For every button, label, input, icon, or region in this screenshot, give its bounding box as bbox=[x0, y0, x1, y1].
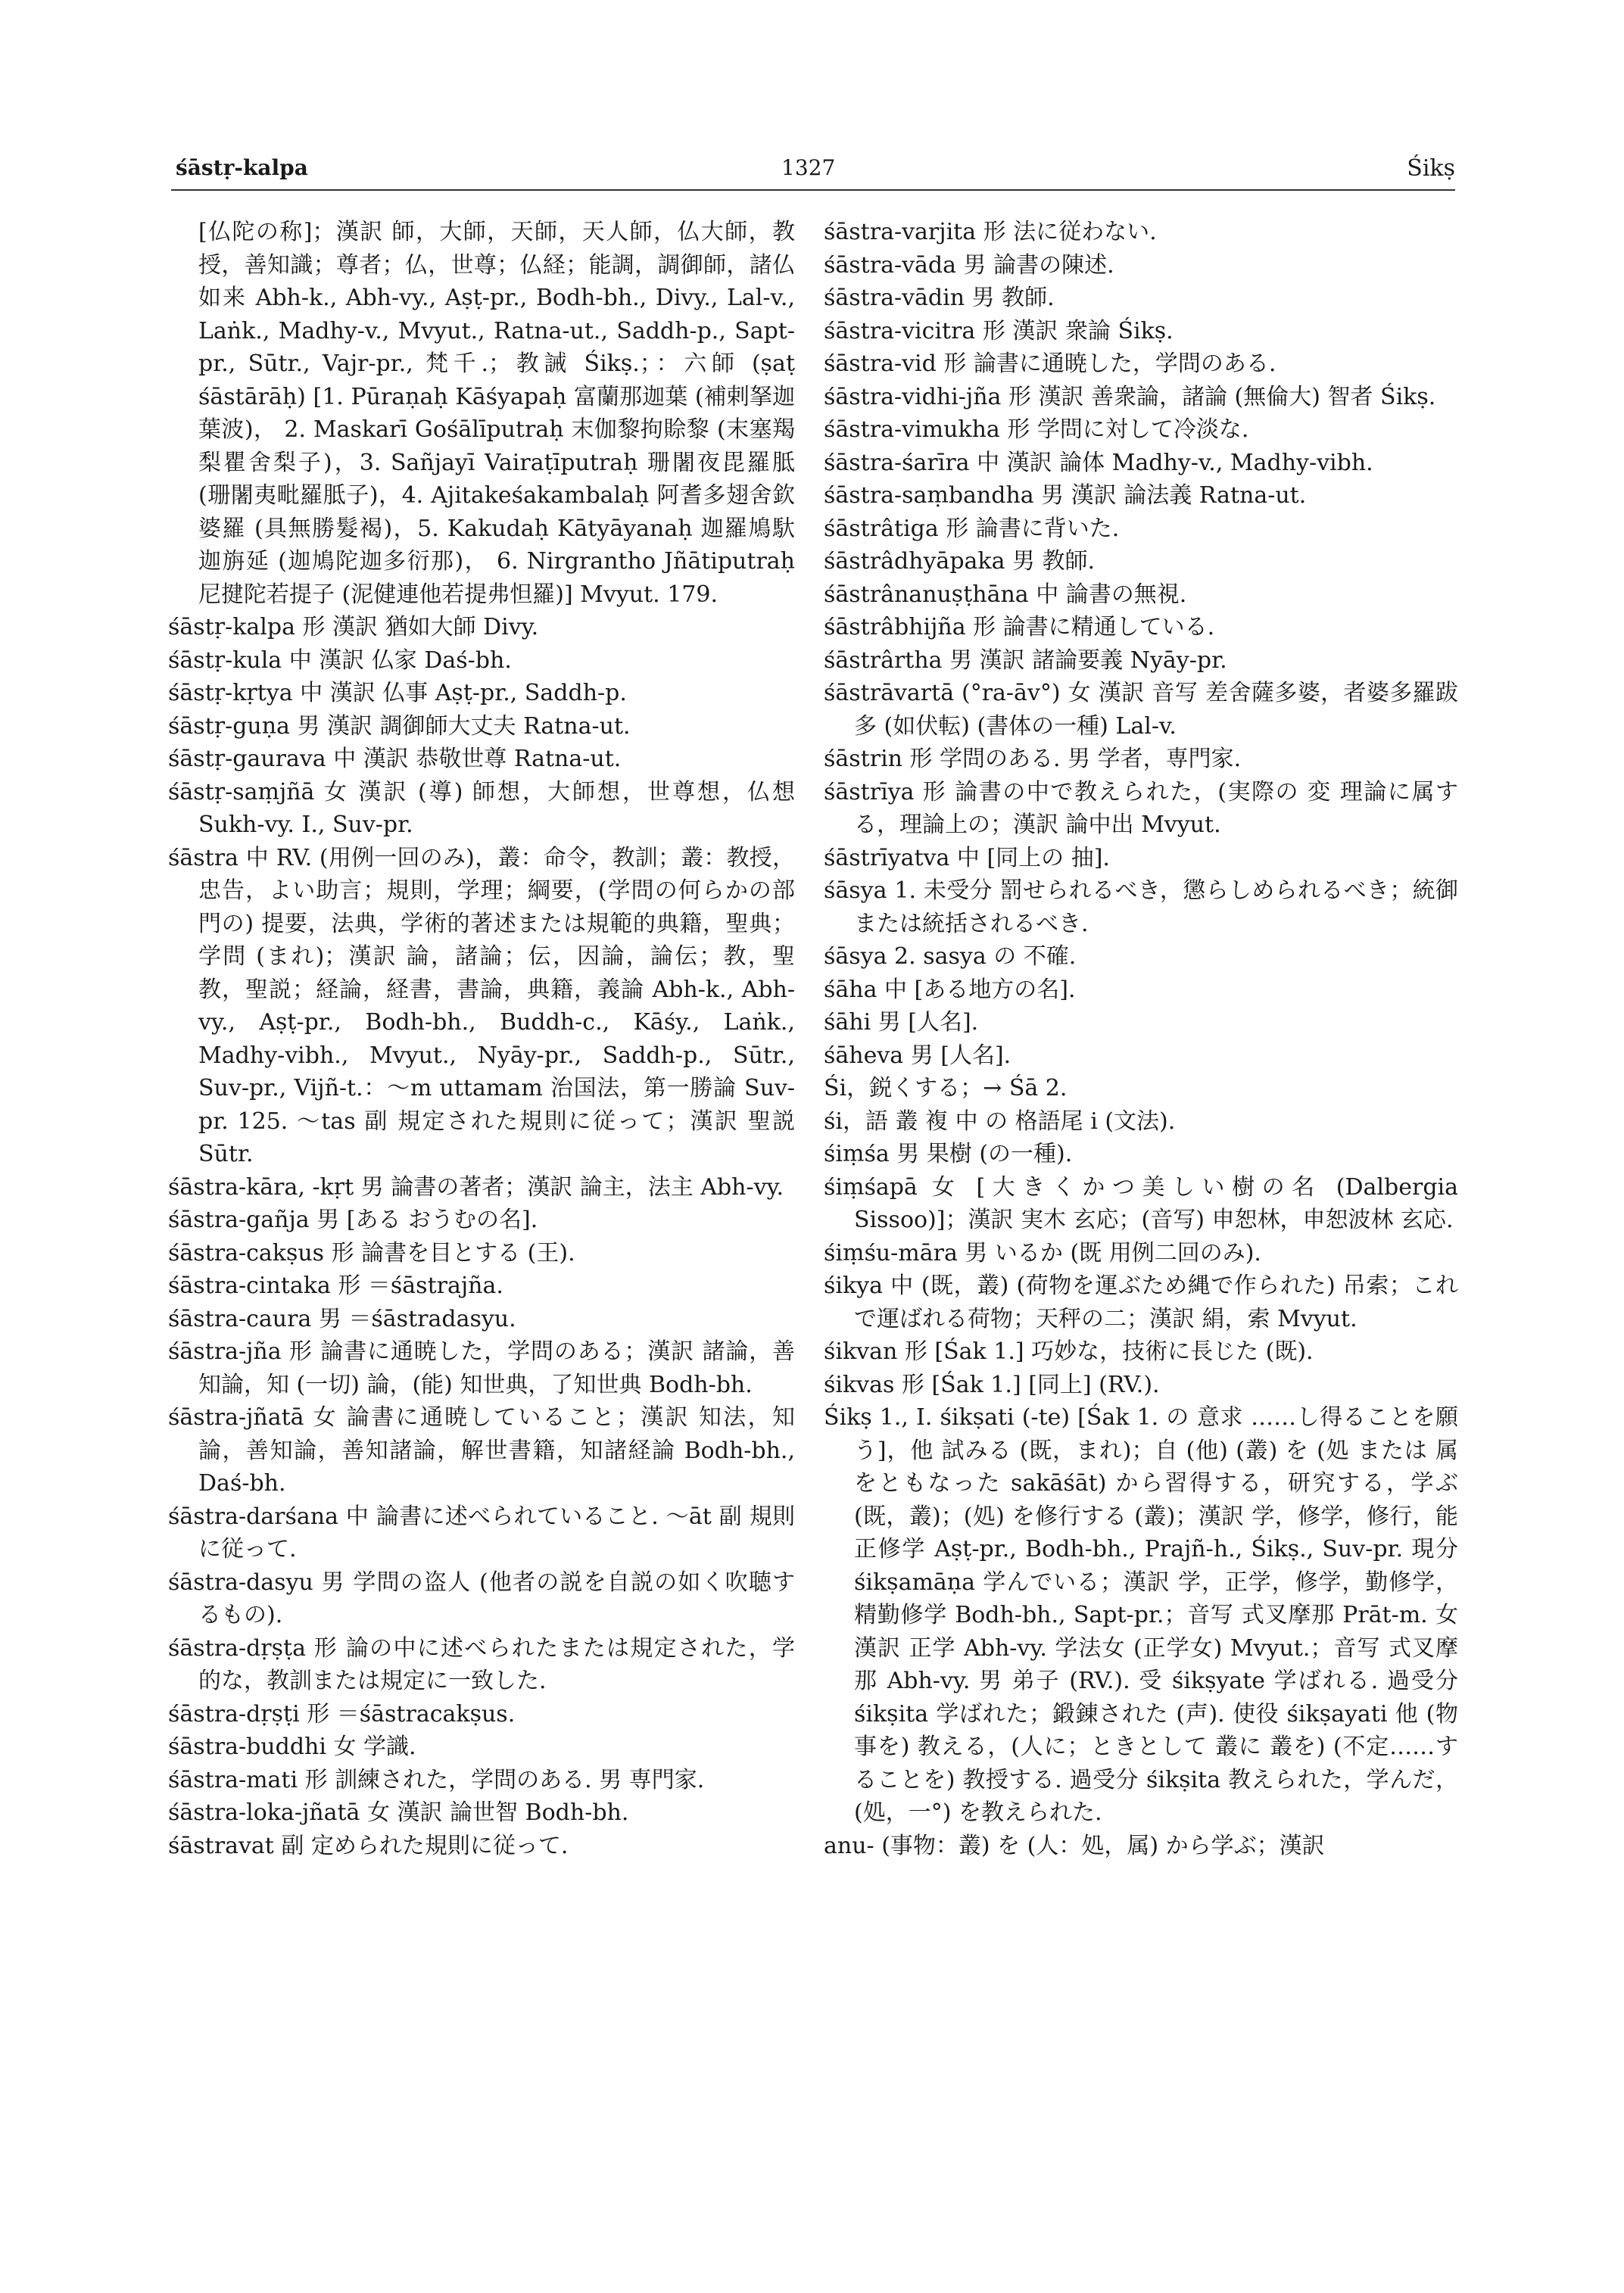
dictionary-entry: śāheva 男 [人名]. bbox=[824, 1042, 1011, 1069]
dictionary-entry: śāstṛ-saṃjñā 女 漢訳 (導) 師想，大師想，世尊想，仏想 Sukh-vy. I., Suv-pr. bbox=[168, 778, 795, 838]
dictionary-entry: śāstra-jñatā 女 論書に通暁していること；漢訳 知法，知論，善知論，善知諸論，解世書籍，知諸経論 Bodh-bh., Daś-bh. bbox=[168, 1404, 795, 1497]
left-column bbox=[168, 216, 795, 1862]
header-rule bbox=[171, 189, 1455, 191]
header-right-headword: Śikṣ bbox=[1407, 155, 1455, 182]
right-column bbox=[824, 216, 1458, 1862]
dictionary-entry: śāstrīya 形 論書の中で教えられた，(実際の 変 理論に属する，理論上の；漢訳 論中出 Mvyut. bbox=[824, 778, 1458, 838]
dictionary-entry: śāstrāvartā (°ra-āv°) 女 漢訳 音写 差舍薩多婆，者婆多羅跋多 (如伏転) (書体の一種) Lal-v. bbox=[824, 680, 1458, 740]
dictionary-entry: [仏陀の称]；漢訳 師，大師，天師，天人師，仏大師，教授，善知識；尊者；仏，世尊；仏経；能調，調御師，諸仏如来 Abh-k., Abh-vy., Aṣṭ-pr., Bodh-bh., Divy., Lal-v., Laṅk., Madhy-v., Mvyut., Ratna-ut., Saddh-p., Sapt-pr., Sūtr., Vajr-pr., 梵千.；教誡 Śikṣ.；：六師 (ṣaṭ śāstārāḥ) [1. Pūraṇaḥ Kāśyapaḥ 富蘭那迦葉 (補剌拏迦葉波)， 2. Maskarī Gośālīputraḥ 末伽黎拘賒黎 (末塞羯梨瞿舍梨子)，3. Sañjayī Vairaṭīputraḥ 珊闍夜毘羅胝 (珊闍夷毗羅胝子)，4. Ajitakeśakambalaḥ 阿耆多翅舍欽婆羅 (具無勝髮褐)，5. Kakudaḥ Kātyāyanaḥ 迦羅鳩馱迦旃延 (迦鳩陀迦多衍那)， 6. Nirgrantho Jñātiputraḥ 尼揵陀若提子 (泥健連他若提弗怛羅)] Mvyut. 179. bbox=[198, 219, 795, 608]
dictionary-entry: śāstra-caura 男 ＝śāstradasyu. bbox=[168, 1305, 516, 1332]
dictionary-entry: śāstravat 副 定められた規則に従って. bbox=[168, 1832, 569, 1859]
dictionary-entry: Śi，鋭くする；→ Śā 2. bbox=[824, 1075, 1068, 1101]
page-number: 1327 bbox=[781, 155, 836, 180]
dictionary-entry: śāstra-vidhi-jña 形 漢訳 善衆論，諸論 (無倫大) 智者 Śikṣ. bbox=[824, 383, 1436, 410]
dictionary-entry: śāstra-cakṣus 形 論書を目とする (王). bbox=[168, 1239, 575, 1266]
dictionary-entry: śāsya 1. 未受分 罰せられるべき，懲らしめられるべき；統御または統括されるべき. bbox=[824, 877, 1458, 937]
dictionary-entry: śāstra-buddhi 女 学識. bbox=[168, 1734, 416, 1760]
dictionary-entry: śikya 中 (既，叢) (荷物を運ぶため縄で作られた) 吊索；これで運ばれる荷物；天秤の二；漢訳 絹，索 Mvyut. bbox=[824, 1273, 1458, 1332]
dictionary-entry: śāstrânanuṣṭhāna 中 論書の無視. bbox=[824, 581, 1187, 608]
dictionary-entry: śiṃśapā 女 [大きくかつ美しい樹の名 (Dalbergia Sissoo)]；漢訳 実木 玄応；(音写) 申恕林，申恕波林 玄応. bbox=[824, 1173, 1458, 1233]
header-left-headword: śāstṛ-kalpa bbox=[176, 155, 308, 180]
dictionary-entry: śāsya 2. sasya の 不確. bbox=[824, 943, 1077, 970]
dictionary-entry: śāstra-jña 形 論書に通暁した，学問のある；漢訳 諸論，善知論，知 (一切) 論，(能) 知世典，了知世典 Bodh-bh. bbox=[168, 1338, 795, 1398]
dictionary-entry: śāstra-mati 形 訓練された，学問のある. 男 専門家. bbox=[168, 1766, 705, 1793]
dictionary-entry: śiṃśu-māra 男 いるか (既 用例二回のみ). bbox=[824, 1239, 1261, 1266]
dictionary-entry: śāstra-vicitra 形 漢訳 衆論 Śikṣ. bbox=[824, 317, 1174, 344]
dictionary-entry: śāstrīyatva 中 [同上の 抽]. bbox=[824, 844, 1110, 871]
dictionary-entry: śāstra-dṛṣṭi 形 ＝śāstracakṣus. bbox=[168, 1700, 516, 1728]
dictionary-entry: śāstṛ-kalpa 形 漢訳 猶如大師 Divy. bbox=[168, 614, 539, 640]
dictionary-entry: śāha 中 [ある地方の名]. bbox=[824, 976, 1076, 1003]
dictionary-entry: śāstra-varjita 形 法に従わない. bbox=[824, 219, 1157, 245]
dictionary-entry: śāstrârtha 男 漢訳 諸論要義 Nyāy-pr. bbox=[824, 646, 1227, 674]
dictionary-entry: Śikṣ 1., I. śikṣati (-te) [Śak 1. の 意求 ……し得ることを願う]，他 試みる (既，まれ)；自 (他) (叢) を (処 または 属 をともなった sakāśāt) から習得する，研究する，学ぶ (既，叢)；(処) を修行する (叢)；漢訳 学，修学，修行，能正修学 Aṣṭ-pr., Bodh-bh., Prajñ-h., Śikṣ., Suv-pr. 現分 śikṣamāṇa 学んでいる；漢訳 学，正学，修学，勤修学，精勤修学 Bodh-bh., Sapt-pr.；音写 式叉摩那 Prāt-m. 女 漢訳 正学 Abh-vy. 学法女 (正学女) Mvyut.；音写 式叉摩那 Abh-vy. 男 弟子 (RV.). 受 śikṣyate 学ばれる. 過受分 śikṣita 学ばれた；鍛錬された (声). 使役 śikṣayati 他 (物事を) 教える，(人に；ときとして 叢に 叢を) (不定……することを) 教授する. 過受分 śikṣita 教えられた，学んだ，(処，一°) を教えられた. bbox=[824, 1404, 1458, 1826]
dictionary-entry: śāstra-loka-jñatā 女 漢訳 論世智 Bodh-bh. bbox=[168, 1799, 629, 1826]
dictionary-entry: śāstra-vādin 男 教師. bbox=[824, 285, 1055, 311]
dictionary-entry: śāstra-gañja 男 [ある おうむの名]. bbox=[168, 1207, 538, 1233]
dictionary-entry: śāstra-dṛṣṭa 形 論の中に述べられたまたは規定された，学的な，教訓または規定に一致した. bbox=[168, 1634, 795, 1694]
dictionary-entry: śikvan 形 [Śak 1.] 巧妙な，技術に長じた (既). bbox=[824, 1338, 1314, 1365]
dictionary-entry: śāstra-kāra, -kṛt 男 論書の著者；漢訳 論主，法主 Abh-vy. bbox=[168, 1173, 784, 1201]
dictionary-entry: śāstra-darśana 中 論書に述べられていること. ～āt 副 規則に従って. bbox=[168, 1503, 795, 1562]
dictionary-entry: śāstra 中 RV. (用例一回のみ)，叢：命令，教訓；叢：教授，忠告，よい助言；規則，学理；綱要，(学問の何らかの部門の) 提要，法典，学術的著述または規範的典籍，聖典；学問 (まれ)；漢訳 論，諸論；伝，因論，論伝；教，聖教，聖説；経論，経書，書論，典籍，義論 Abh-k., Abh-vy., Aṣṭ-pr., Bodh-bh., Buddh-c., Kāśy., Laṅk., Madhy-vibh., Mvyut., Nyāy-pr., Saddh-p., Sūtr., Suv-pr., Vijñ-t.：～m uttamam 治国法，第一勝論 Suv-pr. 125. ～tas 副 規定された規則に従って；漢訳 聖説 Sūtr. bbox=[168, 844, 795, 1167]
dictionary-entry: śāstra-vāda 男 論書の陳述. bbox=[824, 251, 1114, 279]
dictionary-entry: anu- (事物：叢) を (人：処，属) から学ぶ；漢訳 bbox=[824, 1832, 1325, 1859]
dictionary-entry: śāstra-vimukha 形 学問に対して冷淡な. bbox=[824, 416, 1249, 443]
dictionary-entry: śāstrâdhyāpaka 男 教師. bbox=[824, 548, 1096, 575]
dictionary-entry: śāstrin 形 学問のある. 男 学者，専門家. bbox=[824, 746, 1242, 772]
dictionary-entry: śāstṛ-gaurava 中 漢訳 恭敬世尊 Ratna-ut. bbox=[168, 746, 622, 772]
dictionary-entry: śi，語 叢 複 中 の 格語尾 i (文法). bbox=[824, 1108, 1176, 1135]
dictionary-entry: śāstṛ-kula 中 漢訳 仏家 Daś-bh. bbox=[168, 646, 512, 674]
dictionary-entry: śāhi 男 [人名]. bbox=[824, 1009, 979, 1036]
dictionary-entry: śāstrâtiga 形 論書に背いた. bbox=[824, 515, 1120, 542]
dictionary-entry: śiṃśa 男 果樹 (の一種). bbox=[824, 1141, 1073, 1167]
dictionary-entry: śāstra-vid 形 論書に通暁した，学問のある. bbox=[824, 350, 1276, 377]
dictionary-entry: śāstrâbhijña 形 論書に精通している. bbox=[824, 614, 1215, 640]
dictionary-entry: śāstra-dasyu 男 学問の盗人 (他者の説を自説の如く吹聴するもの). bbox=[168, 1569, 795, 1628]
dictionary-entry: śāstra-śarīra 中 漢訳 論体 Madhy-v., Madhy-vibh. bbox=[824, 449, 1373, 476]
dictionary-entry: śāstṛ-kṛtya 中 漢訳 仏事 Aṣṭ-pr., Saddh-p. bbox=[168, 680, 627, 706]
dictionary-entry: śāstra-saṃbandha 男 漢訳 論法義 Ratna-ut. bbox=[824, 482, 1307, 509]
page-header bbox=[176, 155, 1455, 185]
dictionary-entry: śāstṛ-guṇa 男 漢訳 調御師大丈夫 Ratna-ut. bbox=[168, 712, 631, 740]
dictionary-entry: śāstra-cintaka 形 ＝śāstrajña. bbox=[168, 1273, 503, 1299]
dictionary-entry: śikvas 形 [Śak 1.] [同上] (RV.). bbox=[824, 1371, 1160, 1398]
